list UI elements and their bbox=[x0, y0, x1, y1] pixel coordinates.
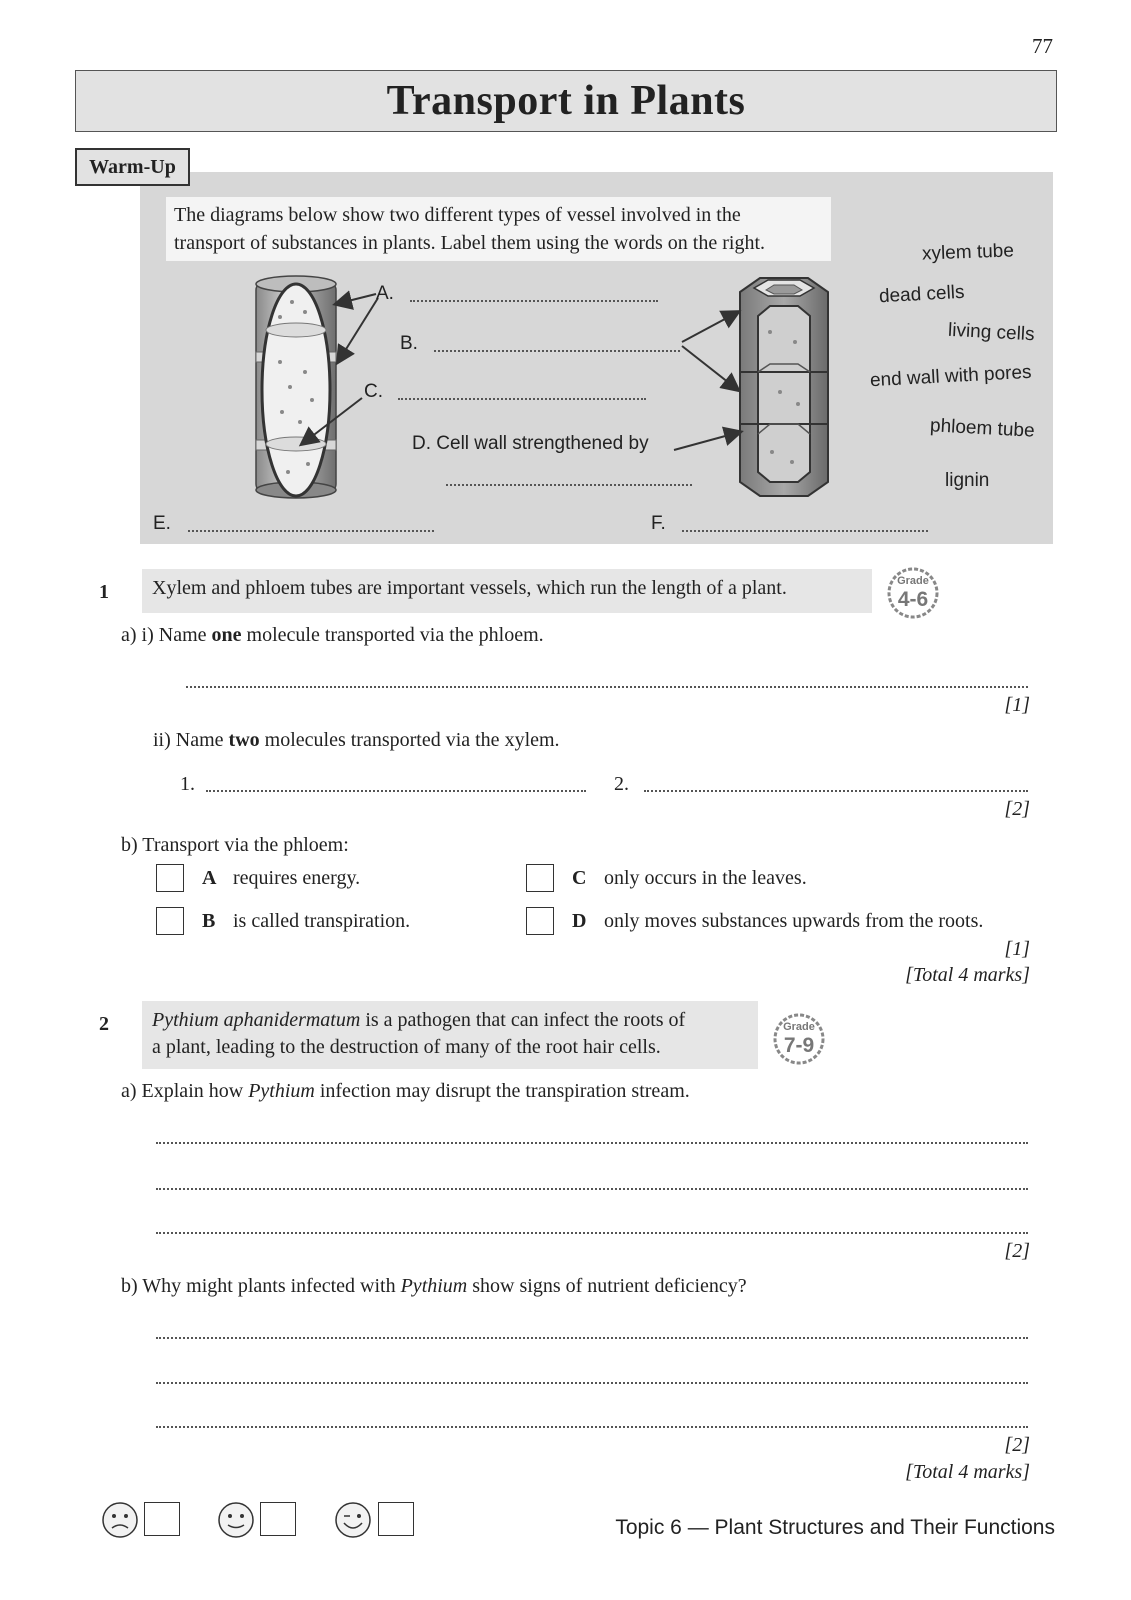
page-number: 77 bbox=[1032, 34, 1053, 58]
option-b-letter: B bbox=[202, 910, 216, 932]
question-2b bbox=[121, 1275, 747, 1298]
title-bar bbox=[75, 70, 1057, 132]
sad-face-icon bbox=[100, 1500, 140, 1540]
answer-line-q1a-i[interactable] bbox=[186, 686, 1028, 688]
q1a-ii-number-1: 1. bbox=[180, 773, 195, 795]
q2a-prefix: a) Explain how bbox=[121, 1080, 249, 1102]
option-d-letter: D bbox=[572, 910, 587, 932]
answer-line-b[interactable] bbox=[434, 350, 680, 352]
option-d-text: only moves substances upwards from the roots. bbox=[604, 910, 984, 932]
question-1a-i bbox=[121, 624, 544, 647]
answer-line-q2a-2[interactable] bbox=[156, 1188, 1028, 1190]
mark-q2b: [2] bbox=[1004, 1434, 1030, 1456]
self-assessment-box-high[interactable] bbox=[378, 1502, 414, 1536]
grade-badge-label: Grade bbox=[783, 1021, 815, 1033]
mark-q1a-i: [1] bbox=[1004, 694, 1030, 716]
q2b-prefix: b) Why might plants infected with bbox=[121, 1275, 401, 1297]
checkbox-option-a[interactable] bbox=[156, 864, 184, 892]
grade-badge-4-6 bbox=[886, 566, 940, 620]
label-f: F. bbox=[651, 513, 666, 534]
answer-line-a[interactable] bbox=[410, 300, 658, 302]
total-marks-q2: [Total 4 marks] bbox=[905, 1461, 1030, 1483]
left-vessel-illustration bbox=[256, 276, 336, 498]
neutral-face-icon bbox=[216, 1500, 256, 1540]
checkbox-option-c[interactable] bbox=[526, 864, 554, 892]
answer-line-q1a-ii-1[interactable] bbox=[206, 790, 586, 792]
word-bank-item: dead cells bbox=[878, 281, 966, 308]
q1a-i-prefix: a) i) Name bbox=[121, 624, 212, 646]
label-c: C. bbox=[364, 381, 383, 402]
label-arrows bbox=[302, 294, 740, 450]
label-b: B. bbox=[400, 333, 418, 354]
answer-line-f[interactable] bbox=[682, 530, 928, 532]
mark-q1a-ii: [2] bbox=[1004, 798, 1030, 820]
answer-line-q2a-1[interactable] bbox=[156, 1142, 1028, 1144]
mark-q2a: [2] bbox=[1004, 1240, 1030, 1262]
word-bank-item: end wall with pores bbox=[869, 361, 1033, 392]
q2-stem-rest: is a pathogen that can infect the roots of bbox=[360, 1009, 686, 1031]
q1a-ii-prefix: ii) Name bbox=[153, 729, 229, 751]
answer-line-c[interactable] bbox=[398, 398, 646, 400]
q1a-i-suffix: molecule transported via the phloem. bbox=[241, 624, 544, 646]
instructions-line-2: transport of substances in plants. Label them using the words on the right. bbox=[174, 232, 766, 254]
q2-stem-line-2: a plant, leading to the destruction of many of the root hair cells. bbox=[152, 1036, 661, 1058]
warmup-tab: Warm-Up bbox=[75, 148, 190, 186]
right-vessel-illustration bbox=[740, 278, 828, 496]
grade-badge-value: 4-6 bbox=[897, 588, 929, 611]
option-c-text: only occurs in the leaves. bbox=[604, 867, 807, 889]
self-assessment-box-mid[interactable] bbox=[260, 1502, 296, 1536]
option-b-text: is called transpiration. bbox=[233, 910, 411, 932]
q1a-ii-bold: two bbox=[228, 729, 260, 751]
word-bank-item: lignin bbox=[945, 470, 990, 491]
mark-q1b: [1] bbox=[1004, 938, 1030, 960]
self-assessment-box-low[interactable] bbox=[144, 1502, 180, 1536]
checkbox-option-b[interactable] bbox=[156, 907, 184, 935]
question-2-stem bbox=[142, 1001, 758, 1069]
vessel-diagram bbox=[140, 172, 1053, 544]
word-bank-item: xylem tube bbox=[921, 240, 1015, 265]
question-1a-ii bbox=[153, 729, 560, 752]
label-d: D. Cell wall strengthened by bbox=[412, 433, 649, 454]
grade-badge-7-9 bbox=[772, 1012, 826, 1066]
grade-badge-value: 7-9 bbox=[783, 1034, 815, 1057]
answer-line-q2b-3[interactable] bbox=[156, 1426, 1028, 1428]
question-1b: b) Transport via the phloem: bbox=[121, 834, 349, 856]
word-bank-item: living cells bbox=[947, 319, 1036, 346]
answer-line-d[interactable] bbox=[446, 484, 692, 486]
label-e: E. bbox=[153, 513, 171, 534]
label-a: A. bbox=[376, 283, 394, 304]
total-marks-q1: [Total 4 marks] bbox=[905, 964, 1030, 986]
q2a-italic: Pythium bbox=[248, 1080, 315, 1102]
option-a-text: requires energy. bbox=[233, 867, 361, 889]
option-a-letter: A bbox=[202, 867, 217, 889]
option-c-letter: C bbox=[572, 867, 587, 889]
grade-badge-label: Grade bbox=[897, 575, 929, 587]
q2a-suffix: infection may disrupt the transpiration stream. bbox=[314, 1080, 690, 1102]
question-1-number: 1 bbox=[99, 581, 109, 603]
q1a-ii-suffix: molecules transported via the xylem. bbox=[259, 729, 560, 751]
question-1-stem: Xylem and phloem tubes are important vessels, which run the length of a plant. bbox=[142, 569, 872, 613]
q2-stem-italic: Pythium aphanidermatum bbox=[152, 1009, 361, 1031]
question-2-number: 2 bbox=[99, 1013, 109, 1035]
q1a-i-bold: one bbox=[211, 624, 242, 646]
checkbox-option-d[interactable] bbox=[526, 907, 554, 935]
answer-line-q2b-2[interactable] bbox=[156, 1382, 1028, 1384]
q1a-ii-number-2: 2. bbox=[614, 773, 629, 795]
answer-line-q2a-3[interactable] bbox=[156, 1232, 1028, 1234]
answer-line-q2b-1[interactable] bbox=[156, 1337, 1028, 1339]
answer-line-q1a-ii-2[interactable] bbox=[644, 790, 1028, 792]
wink-face-icon bbox=[333, 1500, 373, 1540]
word-bank-item: phloem tube bbox=[929, 415, 1036, 442]
page-title: Transport in Plants bbox=[386, 78, 746, 124]
footer-topic: Topic 6 — Plant Structures and Their Functions bbox=[615, 1516, 1055, 1539]
answer-line-e[interactable] bbox=[188, 530, 434, 532]
question-2a bbox=[121, 1080, 690, 1103]
instructions-line-1: The diagrams below show two different types of vessel involved in the bbox=[174, 204, 741, 226]
q2b-suffix: show signs of nutrient deficiency? bbox=[467, 1275, 747, 1297]
q2b-italic: Pythium bbox=[400, 1275, 468, 1297]
